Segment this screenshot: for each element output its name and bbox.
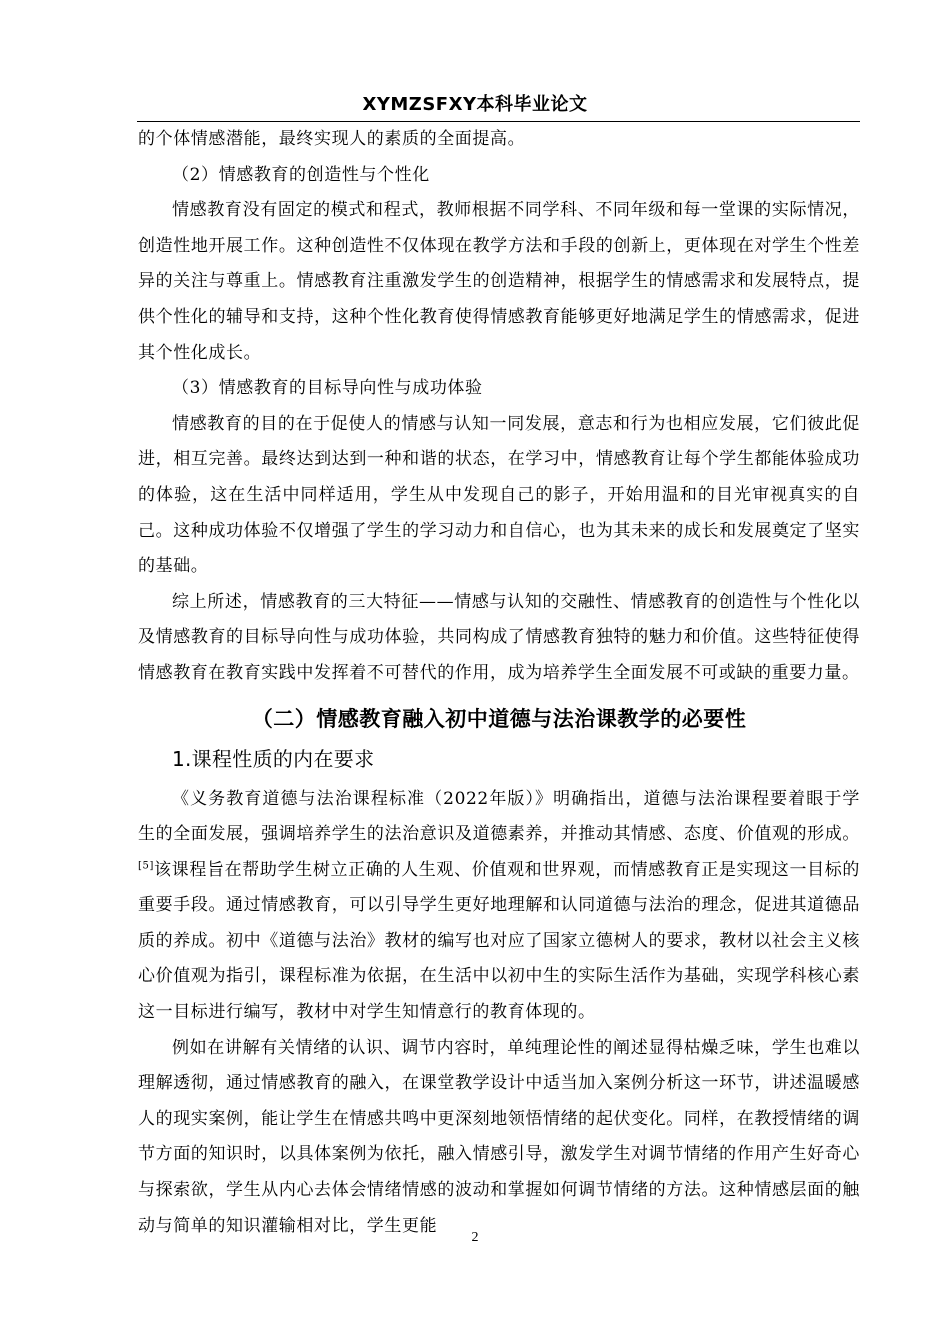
paragraph-example: 例如在讲解有关情绪的认识、调节内容时，单纯理论性的阐述显得枯燥乏味，学生也难以理解透彻，通过情感教育的融入，在课堂教学设计中适当加入案例分析这一环节，讲述温暖感人的现实案例，能让学生在情感共鸣中更深刻地领悟情绪的起伏变化。同样，在教授情绪的调节方面的知识时，以具体案例为依托，融入情感引导，激发学生对调节情绪的作用产生好奇心与探索欲，学生从内心去体会情绪情感的波动和掌握如何调节情绪的方法。这种情感层面的触动与简单的知识灌输相对比，学生更能 [138,1037,860,1236]
page-header-title: XYMZSFXY本科毕业论文 [362,94,588,115]
citation-reference: [5] [138,860,154,872]
section-heading: （二）情感教育融入初中道德与法治课教学的必要性 [251,706,747,731]
curriculum-text-before-citation: 《义务教育道德与法治课程标准（2022年版）》明确指出，道德与法治课程要着眼于学生的全面发展，强调培养学生的法治意识及道德素养，并推动其情感、态度、价值观的形成。 [138,788,860,845]
paragraph-creativity: 情感教育没有固定的模式和程式，教师根据不同学科、不同年级和每一堂课的实际情况，创造性地开展工作。这种创造性不仅体现在教学方法和手段的创新上，更体现在对学生个性差异的关注与尊重上。情感教育注重激发学生的创造精神，根据学生的情感需求和发展特点，提供个性化的辅导和支持，这种个性化教育使得情感教育能够更好地满足学生的情感需求，促进其个性化成长。 [138,200,860,363]
page-number: 2 [471,1230,479,1245]
subheading-creativity: （2）情感教育的创造性与个性化 [172,164,430,185]
paragraph-goal-orientation: 情感教育的目的在于促使人的情感与认知一同发展，意志和行为也相应发展，它们彼此促进，相互完善。最终达到达到一种和谐的状态，在学习中，情感教育让每个学生都能体验成功的体验，这在生活中同样适用，学生从中发现自己的影子，开始用温和的目光审视真实的自己。这种成功体验不仅增强了学生的学习动力和自信心，也为其未来的成长和发展奠定了坚实的基础。 [138,413,860,577]
subsection-heading: 1.课程性质的内在要求 [172,746,375,771]
body-text [138,122,860,1244]
subheading-goal-orientation: （3）情感教育的目标导向性与成功体验 [172,378,483,399]
curriculum-text-after-citation: 该课程旨在帮助学生树立正确的人生观、价值观和世界观，而情感教育正是实现这一目标的重要手段。通过情感教育，可以引导学生更好地理解和认同道德与法治的理念，促进其道德品质的养成。初中《道德与法治》教材的编写也对应了国家立德树人的要求，教材以社会主义核心价值观为指引，课程标准为依据，在生活中以初中生的实际生活作为基础，实现学科核心素这一目标进行编写，教材中对学生知情意行的教育体现的。 [138,859,860,1023]
paragraph-continuation: 的个体情感潜能，最终实现人的素质的全面提高。 [138,129,526,149]
paragraph-curriculum-requirement [138,782,860,1031]
paragraph-summary: 综上所述，情感教育的三大特征——情感与认知的交融性、情感教育的创造性与个性化以及情感教育的目标导向性与成功体验，共同构成了情感教育独特的魅力和价值。这些特征使得情感教育在教育实践中发挥着不可替代的作用，成为培养学生全面发展不可或缺的重要力量。 [138,591,860,683]
